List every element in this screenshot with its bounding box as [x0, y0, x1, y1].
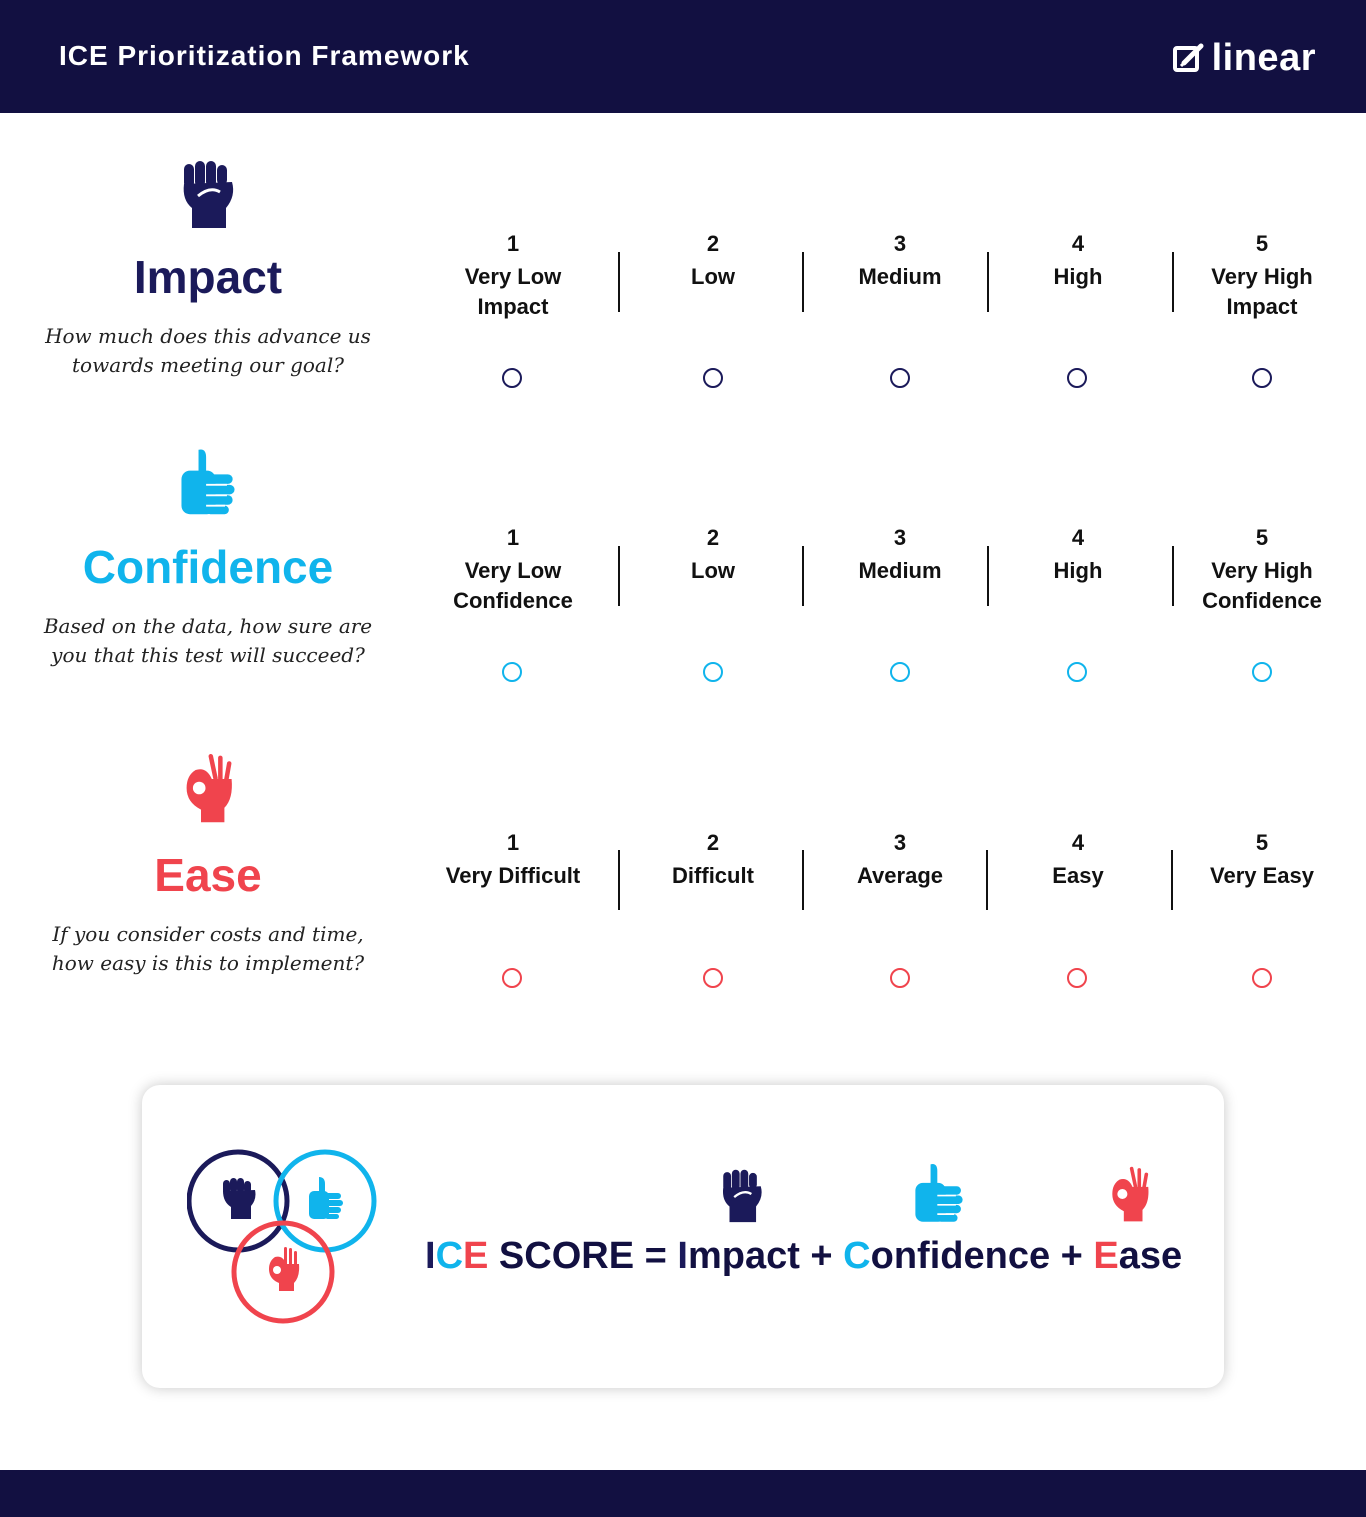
scale-divider [1171, 850, 1173, 910]
scale-number: 3 [893, 231, 907, 256]
question-line: you that this test will succeed? [51, 643, 365, 667]
scale-label: Very Low [464, 558, 562, 583]
scale-number: 4 [1071, 231, 1085, 256]
ice-score-formula [425, 1235, 1185, 1278]
ease-radio-1[interactable] [502, 968, 522, 988]
impact-radio-1[interactable] [502, 368, 522, 388]
ok-hand-icon [178, 752, 242, 824]
scale-number: 1 [506, 830, 520, 855]
scale-label: High [1053, 264, 1103, 289]
page-title: ICE Prioritization Framework [59, 40, 470, 71]
confidence-radio-1[interactable] [502, 662, 522, 682]
ease-radio-2[interactable] [703, 968, 723, 988]
section-title-impact: Impact [133, 251, 283, 303]
section-ease [0, 748, 1366, 1008]
scale-label: Medium [858, 264, 942, 289]
scale-number: 2 [706, 231, 720, 256]
ok-hand-icon [269, 1247, 299, 1291]
scale-option-4 [988, 226, 1168, 292]
scale-label: Low [691, 558, 735, 583]
scale-divider [1172, 546, 1174, 606]
scale-label: Confidence [1202, 588, 1322, 613]
scale-number: 1 [506, 525, 520, 550]
formula-confidence-initial: C [843, 1235, 871, 1277]
question-line: How much does this advance us [45, 324, 371, 348]
section-impact [0, 150, 1366, 410]
scale-number: 5 [1255, 231, 1269, 256]
scale-option-2 [623, 226, 803, 292]
scale-label: Confidence [453, 588, 573, 613]
scale-option-2 [623, 825, 803, 891]
scale-divider [986, 850, 988, 910]
fist-icon [176, 156, 240, 228]
scale-label: Low [691, 264, 735, 289]
section-confidence [0, 444, 1366, 704]
scale-label: Difficult [672, 863, 754, 888]
section-question-ease [40, 920, 376, 978]
thumbs-up-icon [176, 446, 240, 518]
scale-number: 5 [1255, 830, 1269, 855]
confidence-radio-3[interactable] [890, 662, 910, 682]
ok-hand-icon [1108, 1163, 1154, 1225]
formula-plus: + [799, 1235, 844, 1277]
scale-number: 5 [1255, 525, 1269, 550]
scale-label: Impact [477, 294, 549, 319]
footer-bar [0, 1470, 1366, 1517]
confidence-radio-2[interactable] [703, 662, 723, 682]
ease-radio-3[interactable] [890, 968, 910, 988]
scale-option-4 [988, 825, 1168, 891]
formula-c: C [435, 1235, 464, 1277]
impact-radio-3[interactable] [890, 368, 910, 388]
scale-label: Very Difficult [445, 863, 581, 888]
formula-e: E [463, 1235, 489, 1277]
scale-label: Easy [1052, 863, 1104, 888]
question-line: towards meeting our goal? [72, 353, 344, 377]
impact-radio-4[interactable] [1067, 368, 1087, 388]
scale-divider [1172, 252, 1174, 312]
scale-label: Very Low [464, 264, 562, 289]
ease-radio-4[interactable] [1067, 968, 1087, 988]
thumbs-up-icon [309, 1177, 343, 1219]
confidence-radio-5[interactable] [1252, 662, 1272, 682]
scale-label: Very High [1211, 264, 1313, 289]
section-title-confidence: Confidence [82, 541, 334, 593]
scale-number: 3 [893, 830, 907, 855]
formula-ease-initial: E [1093, 1235, 1119, 1277]
scale-number: 2 [706, 525, 720, 550]
impact-radio-2[interactable] [703, 368, 723, 388]
scale-divider [618, 546, 620, 606]
scale-label: High [1053, 558, 1103, 583]
section-question-impact [40, 322, 376, 380]
scale-label: Impact [1226, 294, 1298, 319]
scale-number: 4 [1071, 830, 1085, 855]
venn-diagram [187, 1147, 387, 1337]
question-line: how easy is this to implement? [51, 951, 365, 975]
scale-label: Average [856, 863, 943, 888]
confidence-radio-4[interactable] [1067, 662, 1087, 682]
scale-number: 1 [506, 231, 520, 256]
scale-option-1 [423, 226, 603, 322]
scale-option-5 [1172, 825, 1352, 891]
formula-i: I [425, 1235, 436, 1277]
brand-name: linear [1211, 36, 1316, 79]
fist-icon [223, 1178, 256, 1219]
scale-divider [618, 850, 620, 910]
header-bar [0, 0, 1366, 113]
scale-option-2 [623, 520, 803, 586]
scale-option-3 [810, 226, 990, 292]
formula-plus: + [1050, 1235, 1094, 1277]
ice-score-card [142, 1085, 1224, 1388]
ease-radio-5[interactable] [1252, 968, 1272, 988]
scale-label: Very High [1211, 558, 1313, 583]
scale-number: 2 [706, 830, 720, 855]
thumbs-up-icon [912, 1159, 966, 1227]
impact-radio-5[interactable] [1252, 368, 1272, 388]
scale-option-3 [810, 520, 990, 586]
formula-score-text: SCORE = [488, 1235, 678, 1277]
scale-option-5 [1172, 520, 1352, 616]
brand-logo[interactable] [1172, 36, 1316, 80]
scale-divider [987, 252, 989, 312]
scale-divider [802, 546, 804, 606]
formula-impact-initial: I [677, 1235, 688, 1277]
linear-logo-icon [1172, 41, 1206, 75]
scale-divider [618, 252, 620, 312]
scale-label: Very Easy [1210, 863, 1314, 888]
scale-divider [802, 252, 804, 312]
scale-number: 4 [1071, 525, 1085, 550]
section-title-ease: Ease [154, 849, 262, 901]
scale-option-5 [1172, 226, 1352, 322]
scale-divider [802, 850, 804, 910]
formula-impact-rest: mpact [687, 1235, 800, 1277]
scale-label: Medium [858, 558, 942, 583]
scale-option-1 [423, 825, 603, 891]
formula-ease-rest: ase [1118, 1235, 1183, 1277]
scale-option-3 [810, 825, 990, 891]
scale-option-4 [988, 520, 1168, 586]
formula-confidence-rest: onfidence [870, 1235, 1051, 1277]
fist-icon [717, 1161, 767, 1227]
scale-number: 3 [893, 525, 907, 550]
question-line: Based on the data, how sure are [43, 614, 373, 638]
section-question-confidence [40, 612, 376, 670]
question-line: If you consider costs and time, [52, 922, 364, 946]
scale-divider [987, 546, 989, 606]
scale-option-1 [423, 520, 603, 616]
